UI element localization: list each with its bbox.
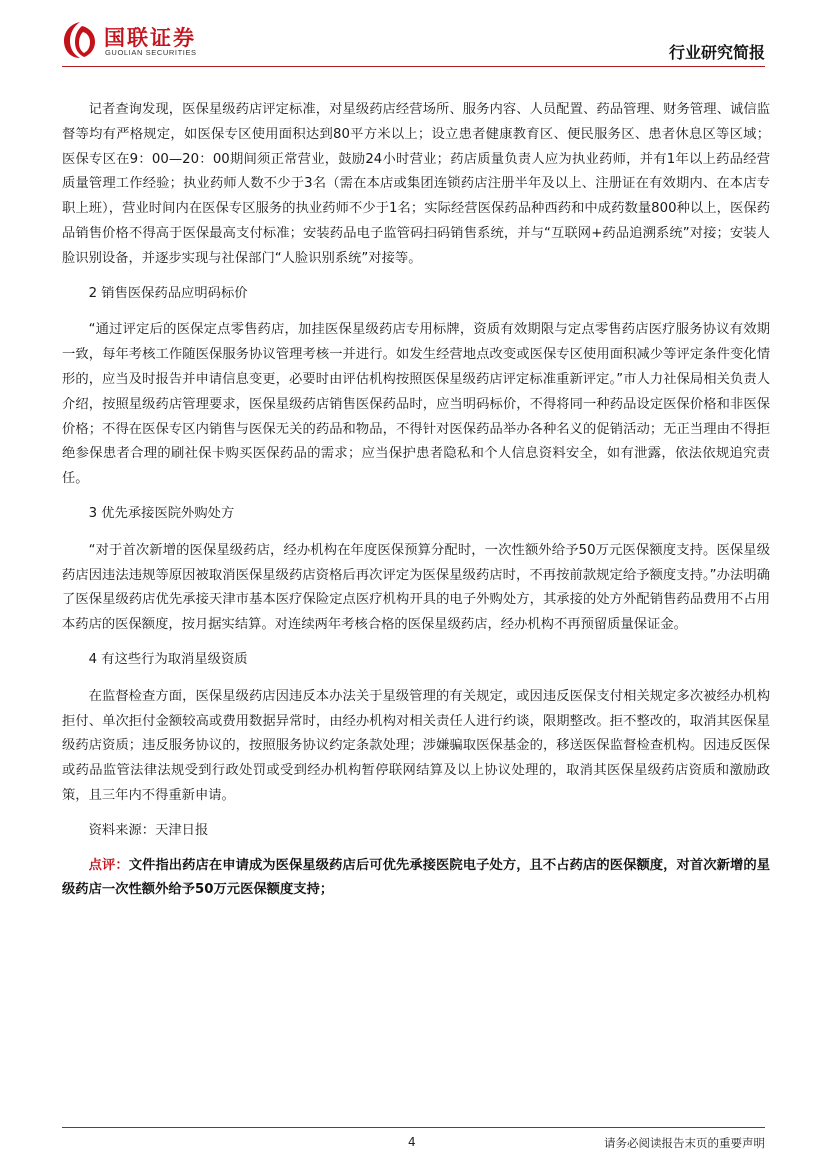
logo-text-cn: 国联证券 <box>104 26 196 50</box>
comment-paragraph <box>62 854 770 904</box>
footer-disclaimer: 请务必阅读报告末页的重要声明 <box>604 1136 765 1150</box>
guolian-logo <box>62 20 222 64</box>
paragraph-standards: 记者查询发现，医保星级药店评定标准，对星级药店经营场所、服务内容、人员配置、药品管理、财务管理、诚信监督等均有严格规定，如医保专区使用面积达到80平方米以上；设立患者健康教育区、便民服务区、患者休息区等区域；医保专区在9：00—20：00期间须正常营业，鼓励24小时营业；药店质量负责人应为执业药师，并有1年以上药品经营质量管理工作经验；执业药师人数不少于3名（需在本店或集团连锁药店注册半年及以上、注册证在有效期内、在本店专职上班），营业时间内在医保专区服务的执业药师不少于1名；实际经营医保药品种西药和中成药数量800种以上，医保药品销售价格不得高于医保最高支付标准；安装药品电子监管码扫码销售系统，并与“互联网+药品追溯系统”对接；安装人脸识别设备，并逐步实现与社保部门“人脸识别系统”对接等。 <box>62 102 770 266</box>
comment-label: 点评： <box>88 857 129 873</box>
header-divider <box>62 66 765 67</box>
section-heading-2: 2 销售医保药品应明码标价 <box>88 285 248 301</box>
section-heading-3: 3 优先承接医院外购处方 <box>88 505 235 521</box>
report-type-label: 行业研究简报 <box>668 43 765 62</box>
guolian-logo-icon <box>62 20 98 60</box>
article-body <box>62 98 770 903</box>
source-note: 资料来源：天津日报 <box>88 822 209 838</box>
page-number: 4 <box>408 1135 416 1149</box>
logo-text-en: GUOLIAN SECURITIES <box>105 48 197 57</box>
page-header <box>0 0 827 70</box>
paragraph-pricing: “通过评定后的医保定点零售药店，加挂医保星级药店专用标牌，资质有效期限与定点零售药店医疗服务协议有效期一致，每年考核工作随医保服务协议管理考核一并进行。如发生经营地点改变或医保专区使用面积减少等评定条件变化情形的，应当及时报告并申请信息变更，必要时由评估机构按照医保星级药店评定标准重新评定。”市人力社保局相关负责人介绍，按照星级药店管理要求，医保星级药店销售医保药品时，应当明码标价，不得将同一种药品设定医保价格和非医保价格；不得在医保专区内销售与医保无关的药品和物品，不得针对医保药品举办各种名义的促销活动；无正当理由不得拒绝参保患者合理的刷社保卡购买医保药品的需求；应当保护患者隐私和个人信息资料安全，如有泄露，依法依规追究责任。 <box>62 322 770 487</box>
section-heading-4: 4 有这些行为取消星级资质 <box>88 651 248 667</box>
paragraph-revocation: 在监督检查方面，医保星级药店因违反本办法关于星级管理的有关规定，或因违反医保支付相关规定多次被经办机构拒付、单次拒付金额较高或费用数据异常时，由经办机构对相关责任人进行约谈，限期整改。拒不整改的，取消其医保星级药店资质；违反服务协议的，按照服务协议约定条款处理；涉嫌骗取医保基金的，移送医保监督检查机构。因违反医保或药品监管法律法规受到行政处罚或受到经办机构暂停联网结算及以上协议处理的，取消其医保星级药店资质和激励政策，且三年内不得重新申请。 <box>62 688 770 803</box>
paragraph-prescriptions: “对于首次新增的医保星级药店，经办机构在年度医保预算分配时，一次性额外给予50万元医保额度支持。医保星级药店因违法违规等原因被取消医保星级药店资格后再次评定为医保星级药店时，不再按前款规定给予额度支持。”办法明确了医保星级药店优先承接天津市基本医疗保险定点医疗机构开具的电子外购处方，其承接的处方外配销售药品费用不占用本药店的医保额度，按月据实结算。对连续两年考核合格的医保星级药店，经办机构不再预留质量保证金。 <box>62 542 770 633</box>
comment-text: 文件指出药店在申请成为医保星级药店后可优先承接医院电子处方，且不占药店的医保额度，对首次新增的星级药店一次性额外给予50万元医保额度支持； <box>62 857 771 898</box>
footer-divider <box>62 1127 765 1128</box>
